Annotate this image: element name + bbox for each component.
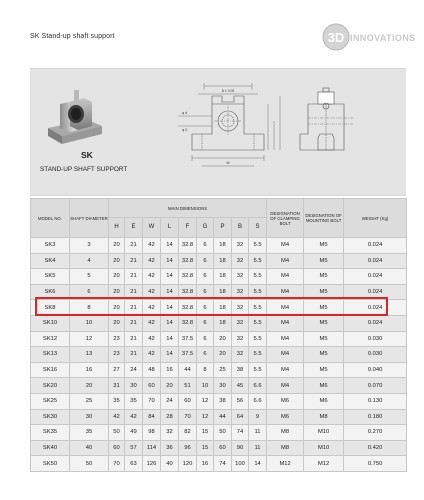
table-cell: 5.5 <box>249 238 267 254</box>
table-cell: 5.5 <box>249 269 267 285</box>
table-row <box>31 269 407 285</box>
model-cell: SK5 <box>31 269 70 285</box>
table-cell: 70 <box>179 409 197 425</box>
model-cell: SK10 <box>31 315 70 331</box>
table-cell: 74 <box>232 425 249 441</box>
table-cell: 12 <box>197 409 214 425</box>
table-cell: 90 <box>232 440 249 456</box>
table-cell: 18 <box>214 269 232 285</box>
table-cell: 0.024 <box>344 284 407 300</box>
dim-label-phi-s: φ S <box>182 128 188 132</box>
table-cell: 31 <box>109 378 125 394</box>
table-cell: M5 <box>304 331 344 347</box>
table-cell: 0.024 <box>344 269 407 285</box>
table-cell: 42 <box>143 269 161 285</box>
table-cell: 96 <box>179 440 197 456</box>
table-cell: 6 <box>197 315 214 331</box>
table-cell: 32 <box>232 253 249 269</box>
table-cell: 49 <box>125 425 143 441</box>
table-cell: 6 <box>197 347 214 363</box>
table-cell: 0.024 <box>344 238 407 254</box>
table-cell: M4 <box>267 284 304 300</box>
table-cell: 0.270 <box>344 425 407 441</box>
product-label: SK <box>81 150 93 160</box>
model-cell: SK50 <box>31 456 70 472</box>
table-cell: 21 <box>125 347 143 363</box>
header-main-dimensions: MAIN DIMENSIONS <box>109 199 267 218</box>
table-cell: 10 <box>70 315 109 331</box>
table-row <box>31 409 407 425</box>
table-cell: 37.5 <box>179 331 197 347</box>
table-cell: 32.8 <box>179 300 197 316</box>
table-cell: 38 <box>214 393 232 409</box>
header-col-w: W <box>143 218 161 238</box>
header-col-e: E <box>125 218 143 238</box>
table-cell: 28 <box>161 409 179 425</box>
table-cell: 12 <box>70 331 109 347</box>
table-cell: 0.180 <box>344 409 407 425</box>
table-cell: 20 <box>109 269 125 285</box>
table-cell: 18 <box>214 238 232 254</box>
header-col-f: F <box>179 218 197 238</box>
table-cell: M4 <box>267 378 304 394</box>
model-cell: SK6 <box>31 284 70 300</box>
table-cell: 11 <box>249 425 267 441</box>
table-cell: 20 <box>109 253 125 269</box>
table-cell: 14 <box>161 315 179 331</box>
table-cell: 21 <box>125 284 143 300</box>
table-cell: 5.5 <box>249 300 267 316</box>
model-cell: SK4 <box>31 253 70 269</box>
shaft-support-photo <box>44 84 104 148</box>
brand-logo <box>322 22 418 52</box>
table-cell: 32.8 <box>179 284 197 300</box>
table-cell: M4 <box>267 269 304 285</box>
table-cell: 5.5 <box>249 362 267 378</box>
table-row <box>31 425 407 441</box>
dim-label-w: W <box>226 161 230 165</box>
model-cell: SK12 <box>31 331 70 347</box>
table-cell: 6.6 <box>249 393 267 409</box>
table-cell: 32.8 <box>179 238 197 254</box>
table-cell: M4 <box>267 300 304 316</box>
table-cell: 32 <box>161 425 179 441</box>
table-cell: 6 <box>197 238 214 254</box>
table-cell: 14 <box>161 269 179 285</box>
table-cell: 74 <box>214 456 232 472</box>
table-cell: 56 <box>232 393 249 409</box>
table-cell: 8 <box>197 362 214 378</box>
highlight-frame-sk8 <box>35 297 388 316</box>
table-cell: 6 <box>197 300 214 316</box>
table-cell: M10 <box>304 425 344 441</box>
table-cell: 18 <box>214 300 232 316</box>
table-cell: M4 <box>267 315 304 331</box>
dim-label-b: B ± 0.05 <box>221 89 235 93</box>
table-cell: 3 <box>70 238 109 254</box>
table-cell: 9 <box>249 409 267 425</box>
table-cell: 50 <box>109 425 125 441</box>
table-cell: M8 <box>304 409 344 425</box>
table-cell: 21 <box>125 238 143 254</box>
table-cell: 42 <box>143 253 161 269</box>
table-cell: 0.024 <box>344 300 407 316</box>
table-cell: 32.8 <box>179 269 197 285</box>
table-cell: 27 <box>109 362 125 378</box>
table-cell: 6 <box>197 269 214 285</box>
header-col-s: S <box>249 218 267 238</box>
table-cell: 20 <box>109 300 125 316</box>
table-cell: 14 <box>161 331 179 347</box>
table-cell: 8 <box>70 300 109 316</box>
header-model: MODEL NO. <box>31 199 70 238</box>
table-cell: 48 <box>143 362 161 378</box>
table-cell: 32 <box>232 347 249 363</box>
table-cell: 16 <box>70 362 109 378</box>
table-cell: M5 <box>304 300 344 316</box>
table-cell: 0.024 <box>344 315 407 331</box>
table-cell: 42 <box>143 238 161 254</box>
spec-table <box>30 198 407 472</box>
table-cell: 82 <box>179 425 197 441</box>
table-cell: 10 <box>197 378 214 394</box>
table-cell: 11 <box>249 440 267 456</box>
table-cell: 21 <box>125 315 143 331</box>
table-cell: 4 <box>70 253 109 269</box>
table-cell: 0.024 <box>344 253 407 269</box>
header-clamping-bolt: DESIGNATION OF CLAMPING BOLT <box>267 199 304 238</box>
table-cell: 63 <box>125 456 143 472</box>
header-col-g: G <box>197 218 214 238</box>
table-cell: 42 <box>143 347 161 363</box>
table-cell: 5 <box>70 269 109 285</box>
table-cell: 60 <box>109 440 125 456</box>
table-cell: 23 <box>109 331 125 347</box>
table-cell: 126 <box>143 456 161 472</box>
table-cell: 5.5 <box>249 347 267 363</box>
table-cell: M5 <box>304 269 344 285</box>
table-cell: 14 <box>161 284 179 300</box>
table-cell: 0.130 <box>344 393 407 409</box>
table-cell: M8 <box>267 425 304 441</box>
table-cell: 100 <box>232 456 249 472</box>
table-cell: 15 <box>197 440 214 456</box>
table-cell: 42 <box>143 315 161 331</box>
header-shaft-diameter: SHAFT DIAMETER <box>70 199 109 238</box>
table-cell: M4 <box>267 347 304 363</box>
table-cell: 5.5 <box>249 315 267 331</box>
table-cell: M5 <box>304 253 344 269</box>
table-cell: M6 <box>267 393 304 409</box>
table-cell: 44 <box>179 362 197 378</box>
table-cell: 16 <box>161 362 179 378</box>
table-cell: 38 <box>232 362 249 378</box>
table-cell: M6 <box>267 409 304 425</box>
table-cell: 5.5 <box>249 253 267 269</box>
table-cell: 24 <box>125 362 143 378</box>
table-cell: 0.030 <box>344 347 407 363</box>
table-cell: M12 <box>267 456 304 472</box>
table-cell: 32.8 <box>179 253 197 269</box>
table-cell: 18 <box>214 253 232 269</box>
header-col-p: P <box>214 218 232 238</box>
table-cell: 40 <box>161 456 179 472</box>
table-cell: 50 <box>214 425 232 441</box>
table-cell: M6 <box>304 393 344 409</box>
table-cell: M5 <box>304 315 344 331</box>
table-cell: 0.750 <box>344 456 407 472</box>
table-row <box>31 378 407 394</box>
table-cell: 35 <box>109 393 125 409</box>
table-cell: 6.6 <box>249 378 267 394</box>
header-col-l: L <box>161 218 179 238</box>
table-cell: 20 <box>109 315 125 331</box>
model-cell: SK30 <box>31 409 70 425</box>
table-cell: 14 <box>161 253 179 269</box>
table-cell: M4 <box>267 253 304 269</box>
table-cell: 21 <box>125 331 143 347</box>
table-cell: 35 <box>70 425 109 441</box>
table-cell: 12 <box>197 393 214 409</box>
table-cell: 42 <box>143 300 161 316</box>
table-row <box>31 238 407 254</box>
table-cell: 64 <box>232 409 249 425</box>
table-cell: 114 <box>143 440 161 456</box>
table-cell: 15 <box>197 425 214 441</box>
table-cell: 36 <box>161 440 179 456</box>
table-cell: 70 <box>143 393 161 409</box>
table-cell: 70 <box>109 456 125 472</box>
table-cell: 120 <box>179 456 197 472</box>
table-cell: 30 <box>214 378 232 394</box>
table-cell: 50 <box>70 456 109 472</box>
table-cell: 32.8 <box>179 315 197 331</box>
table-cell: 57 <box>125 440 143 456</box>
table-cell: 32 <box>232 315 249 331</box>
logo-word: INNOVATIONS <box>350 33 416 43</box>
table-cell: 5.5 <box>249 284 267 300</box>
page-title: SK Stand-up shaft support <box>30 33 115 40</box>
table-cell: 21 <box>125 269 143 285</box>
table-cell: M5 <box>304 284 344 300</box>
table-cell: M5 <box>304 238 344 254</box>
table-cell: 37.5 <box>179 347 197 363</box>
model-cell: SK3 <box>31 238 70 254</box>
header-col-b: B <box>232 218 249 238</box>
table-cell: 23 <box>109 347 125 363</box>
table-cell: 14 <box>161 238 179 254</box>
table-row <box>31 315 407 331</box>
table-row <box>31 440 407 456</box>
table-row <box>31 456 407 472</box>
table-cell: 42 <box>143 331 161 347</box>
table-cell: 20 <box>161 378 179 394</box>
model-cell: SK20 <box>31 378 70 394</box>
table-cell: 6 <box>197 284 214 300</box>
table-row <box>31 253 407 269</box>
logo-mark: 3D <box>327 30 345 45</box>
table-cell: 32 <box>232 300 249 316</box>
table-cell: 24 <box>161 393 179 409</box>
table-cell: M6 <box>304 378 344 394</box>
table-cell: 21 <box>125 300 143 316</box>
table-cell: 14 <box>249 456 267 472</box>
table-cell: 60 <box>143 378 161 394</box>
table-cell: 60 <box>179 393 197 409</box>
table-row <box>31 347 407 363</box>
table-cell: 20 <box>70 378 109 394</box>
model-cell: SK8 <box>31 300 70 316</box>
table-cell: 14 <box>161 347 179 363</box>
table-cell: 60 <box>214 440 232 456</box>
table-cell: 16 <box>197 456 214 472</box>
table-cell: 6 <box>197 331 214 347</box>
table-cell: M4 <box>267 331 304 347</box>
table-cell: 32 <box>232 238 249 254</box>
table-cell: 6 <box>197 253 214 269</box>
table-cell: 25 <box>214 362 232 378</box>
table-cell: 45 <box>232 378 249 394</box>
table-cell: 98 <box>143 425 161 441</box>
table-cell: 40 <box>70 440 109 456</box>
table-cell: 14 <box>161 300 179 316</box>
table-cell: 42 <box>109 409 125 425</box>
table-cell: 30 <box>125 378 143 394</box>
table-row <box>31 331 407 347</box>
table-cell: 25 <box>70 393 109 409</box>
table-cell: M10 <box>304 440 344 456</box>
table-cell: 84 <box>143 409 161 425</box>
table-cell: 0.030 <box>344 331 407 347</box>
model-cell: SK13 <box>31 347 70 363</box>
table-cell: M8 <box>267 440 304 456</box>
table-cell: 20 <box>214 347 232 363</box>
table-cell: 0.070 <box>344 378 407 394</box>
table-cell: 30 <box>70 409 109 425</box>
table-cell: 18 <box>214 315 232 331</box>
header-mounting-bolt: DESIGNATION OF MOUNTING BOLT <box>304 199 344 238</box>
technical-drawing <box>168 78 368 190</box>
spec-table-body <box>31 238 407 472</box>
table-cell: M5 <box>304 347 344 363</box>
table-cell: 13 <box>70 347 109 363</box>
model-cell: SK25 <box>31 393 70 409</box>
header-col-h: H <box>109 218 125 238</box>
table-cell: 32 <box>232 269 249 285</box>
table-cell: 6 <box>70 284 109 300</box>
table-cell: 0.040 <box>344 362 407 378</box>
table-cell: 42 <box>125 409 143 425</box>
model-cell: SK16 <box>31 362 70 378</box>
table-cell: M4 <box>267 238 304 254</box>
table-cell: 35 <box>125 393 143 409</box>
table-cell: 44 <box>214 409 232 425</box>
table-cell: 51 <box>179 378 197 394</box>
model-cell: SK40 <box>31 440 70 456</box>
product-caption: STAND-UP SHAFT SUPPORT <box>40 166 128 173</box>
table-cell: 20 <box>109 284 125 300</box>
table-cell: M5 <box>304 362 344 378</box>
table-cell: 20 <box>214 331 232 347</box>
table-cell: 32 <box>232 331 249 347</box>
table-row <box>31 393 407 409</box>
table-cell: 18 <box>214 284 232 300</box>
table-cell: 21 <box>125 253 143 269</box>
table-cell: M12 <box>304 456 344 472</box>
model-cell: SK35 <box>31 425 70 441</box>
table-cell: 32 <box>232 284 249 300</box>
table-cell: M4 <box>267 362 304 378</box>
table-cell: 20 <box>109 238 125 254</box>
table-cell: 42 <box>143 284 161 300</box>
table-cell: 5.5 <box>249 331 267 347</box>
dim-label-phi-d: φ d <box>182 111 188 115</box>
table-cell: 0.420 <box>344 440 407 456</box>
table-row <box>31 362 407 378</box>
header-weight: WEIGHT (Kg) <box>344 199 407 238</box>
